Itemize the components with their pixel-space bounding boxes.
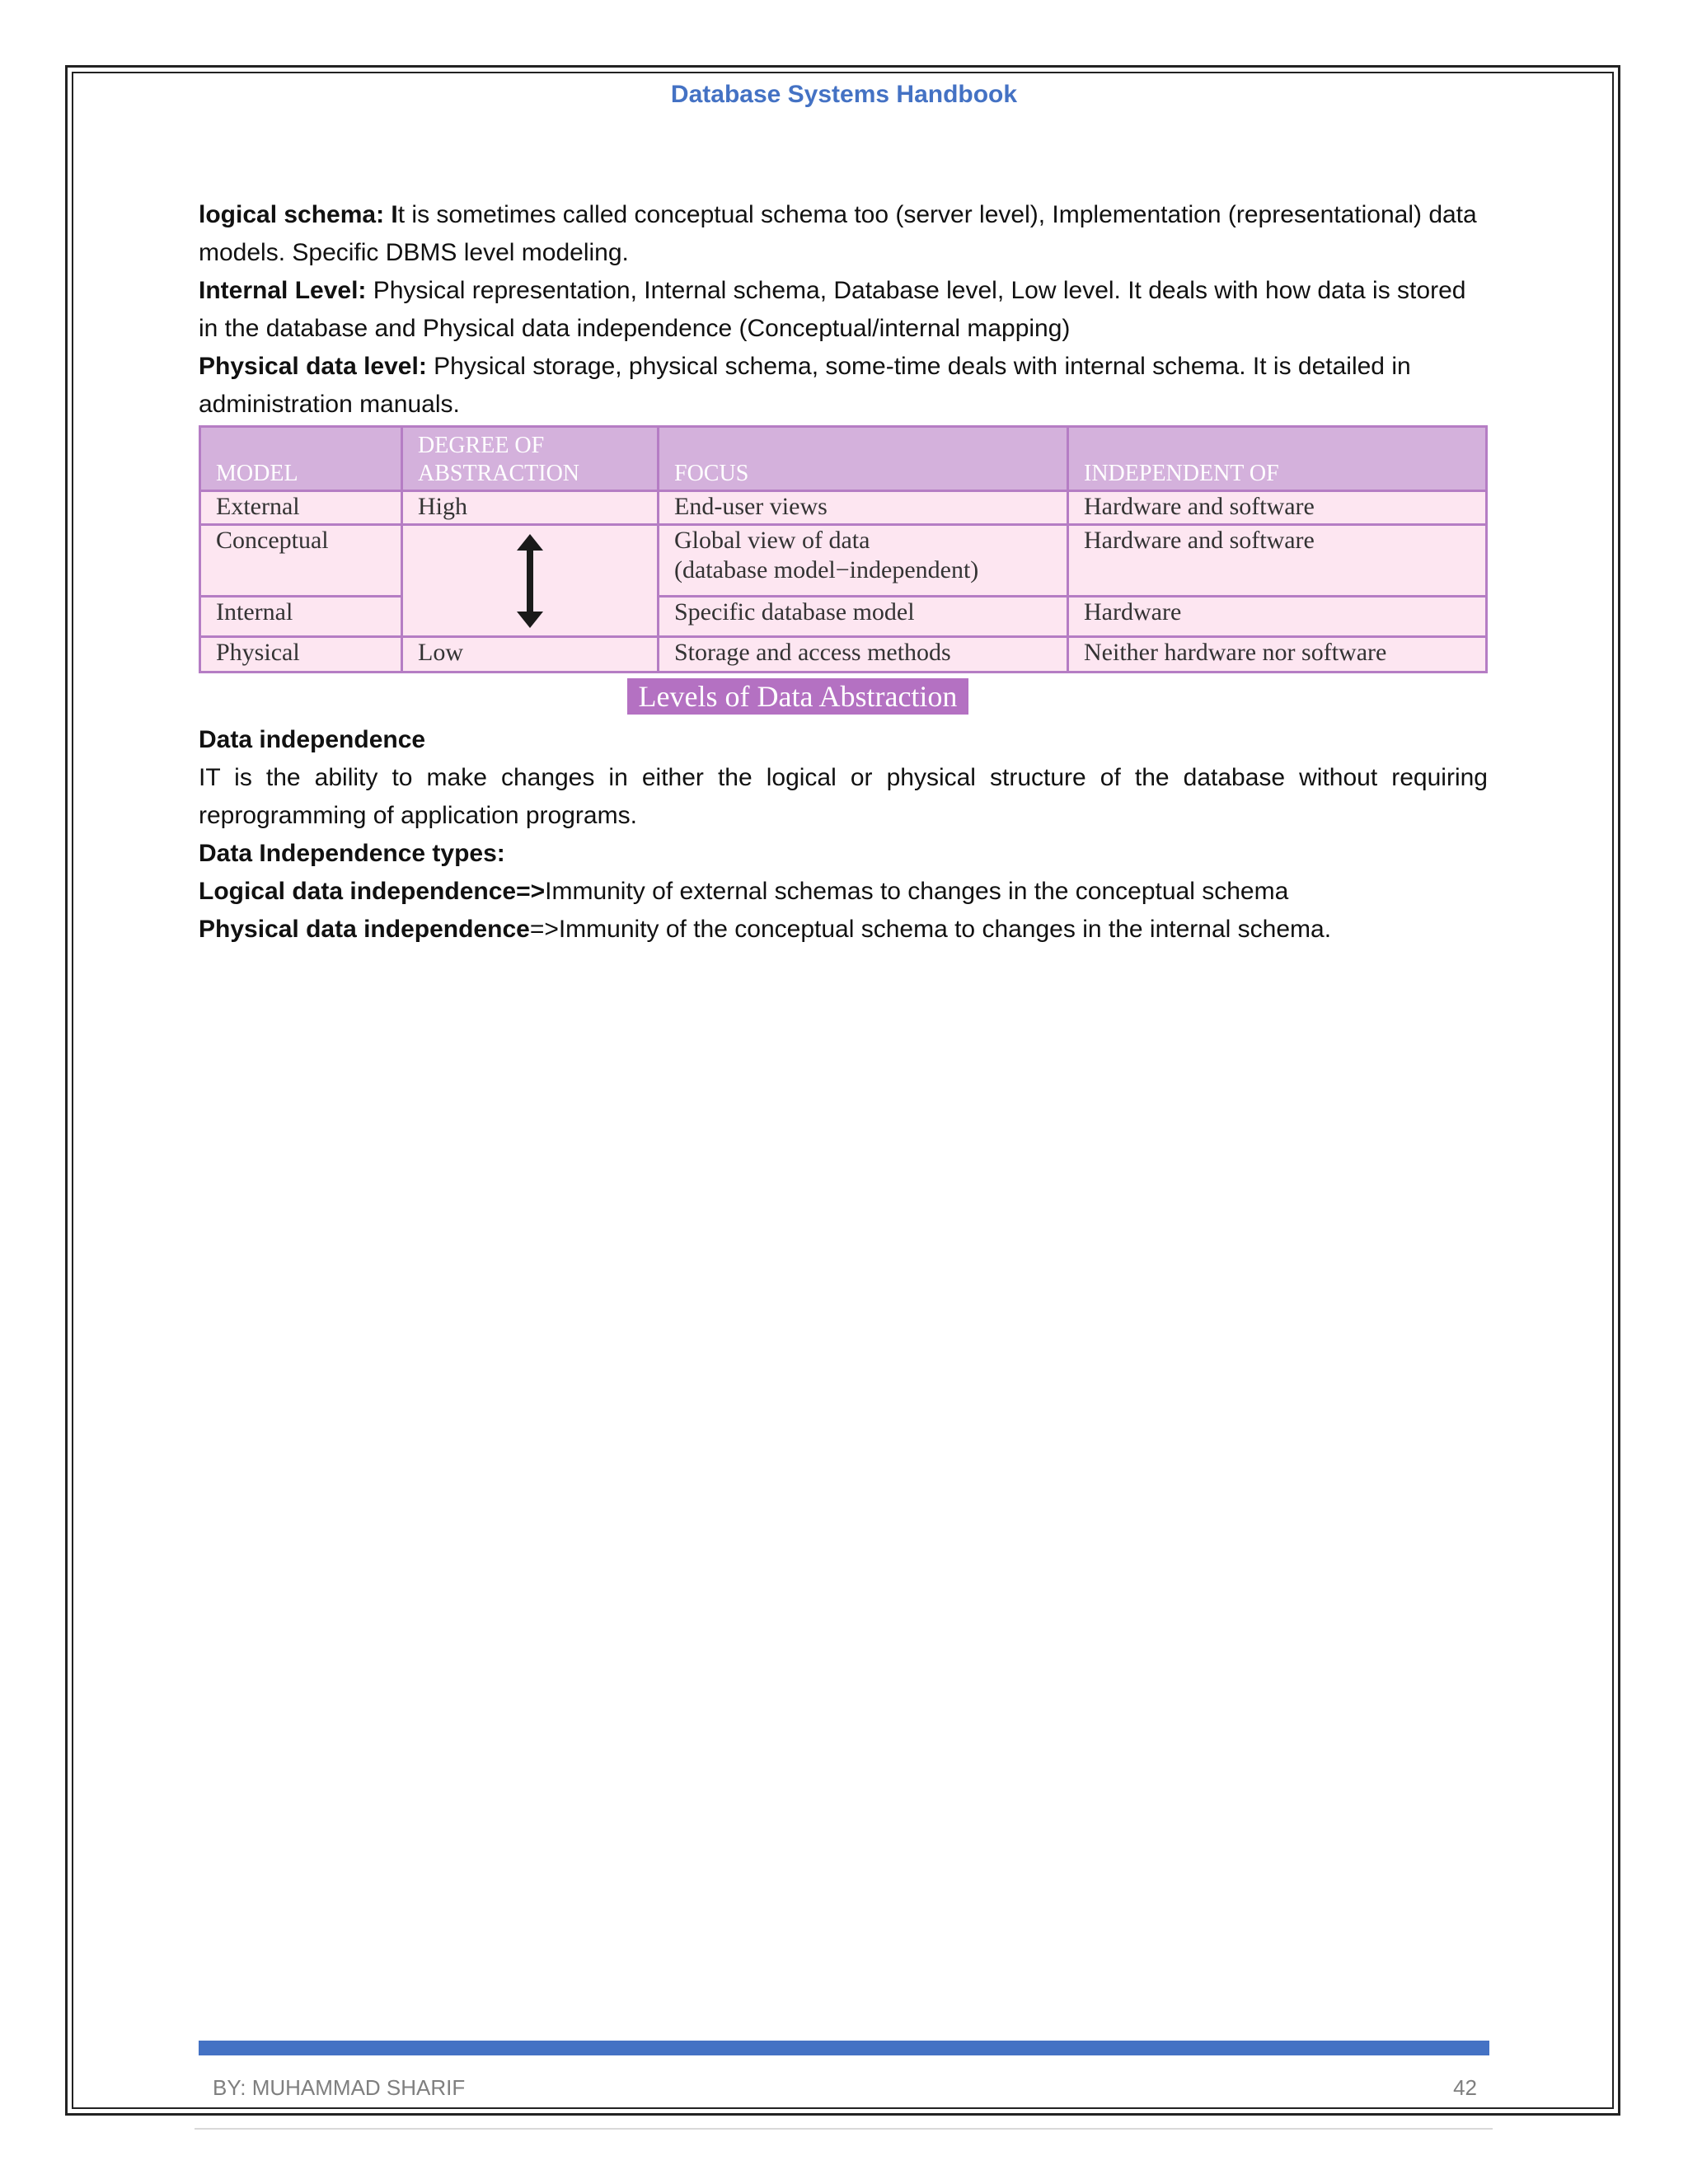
page-content [199, 196, 1488, 949]
bottom-divider [195, 2128, 1493, 2130]
logical-data-independence [199, 873, 1488, 911]
table-caption: Levels of Data Abstraction [627, 678, 969, 715]
logical-schema-label: logical schema: I [199, 201, 398, 228]
table-row [200, 491, 1487, 525]
cell-independent: Hardware and software [1068, 525, 1487, 597]
logical-data-independence-text: Immunity of external schemas to changes in the conceptual schema [545, 878, 1289, 905]
double-arrow-vertical-icon [512, 534, 548, 628]
table-row [200, 597, 1487, 637]
data-independence-types-heading [199, 835, 1488, 873]
abstraction-levels-table [199, 425, 1488, 673]
cell-focus: Storage and access methods [659, 637, 1068, 673]
cell-focus [659, 525, 1068, 597]
header-focus: FOCUS [659, 427, 1068, 491]
cell-focus: End-user views [659, 491, 1068, 525]
footer-page-number: 42 [1453, 2075, 1477, 2100]
cell-independent: Hardware and software [1068, 491, 1487, 525]
cell-degree: High [402, 491, 659, 525]
physical-data-independence-label: Physical data independence [199, 916, 530, 943]
focus-note: (database model−independent) [674, 556, 979, 583]
physical-data-level-label: Physical data level: [199, 353, 427, 380]
table-row [200, 637, 1487, 673]
physical-data-independence-text: =>Immunity of the conceptual schema to changes in the internal schema. [529, 916, 1332, 943]
footer-bar [199, 2041, 1489, 2055]
page-header-title: Database Systems Handbook [670, 81, 1018, 108]
physical-data-level-text: Physical storage, physical schema, some-time deals with internal schema. It is detailed in administration manuals. [199, 353, 1411, 418]
cell-degree-arrow [402, 525, 659, 637]
internal-level-label: Internal Level: [199, 277, 367, 304]
data-independence-text: IT is the ability to make changes in either the logical or physical structure of the database without requiring reprogramming of application programs. [199, 764, 1488, 829]
header-degree-of-abstraction: DEGREE OF ABSTRACTION [402, 427, 659, 491]
table-row [200, 525, 1487, 597]
cell-model: Internal [200, 597, 402, 637]
cell-model: Physical [200, 637, 402, 673]
cell-degree: Low [402, 637, 659, 673]
table-header-row [200, 427, 1487, 491]
header-independent-of: INDEPENDENT OF [1068, 427, 1487, 491]
footer-author: BY: MUHAMMAD SHARIF [213, 2075, 466, 2100]
logical-schema-text: t is sometimes called conceptual schema too (server level), Implementation (representational) data models. Specific DBMS level modeling. [199, 201, 1477, 266]
data-independence-heading [199, 721, 1488, 759]
types-heading-text: Data Independence types: [199, 840, 505, 867]
paragraph-logical-schema [199, 196, 1488, 272]
paragraph-physical-data-level [199, 348, 1488, 424]
logical-data-independence-label: Logical data independence=> [199, 878, 546, 905]
table-caption-wrap [199, 678, 1488, 715]
internal-level-text: Physical representation, Internal schema, Database level, Low level. It deals with how data is stored in the database and Physical data independence (Conceptual/internal mapping) [199, 277, 1466, 342]
physical-data-independence [199, 911, 1488, 949]
cell-model: External [200, 491, 402, 525]
cell-model: Conceptual [200, 525, 402, 597]
paragraph-internal-level [199, 272, 1488, 348]
cell-focus: Specific database model [659, 597, 1068, 637]
cell-independent: Neither hardware nor software [1068, 637, 1487, 673]
data-independence-heading-text: Data independence [199, 726, 426, 753]
focus-text: Global view of data [674, 527, 870, 554]
cell-independent: Hardware [1068, 597, 1487, 637]
header-model: MODEL [200, 427, 402, 491]
